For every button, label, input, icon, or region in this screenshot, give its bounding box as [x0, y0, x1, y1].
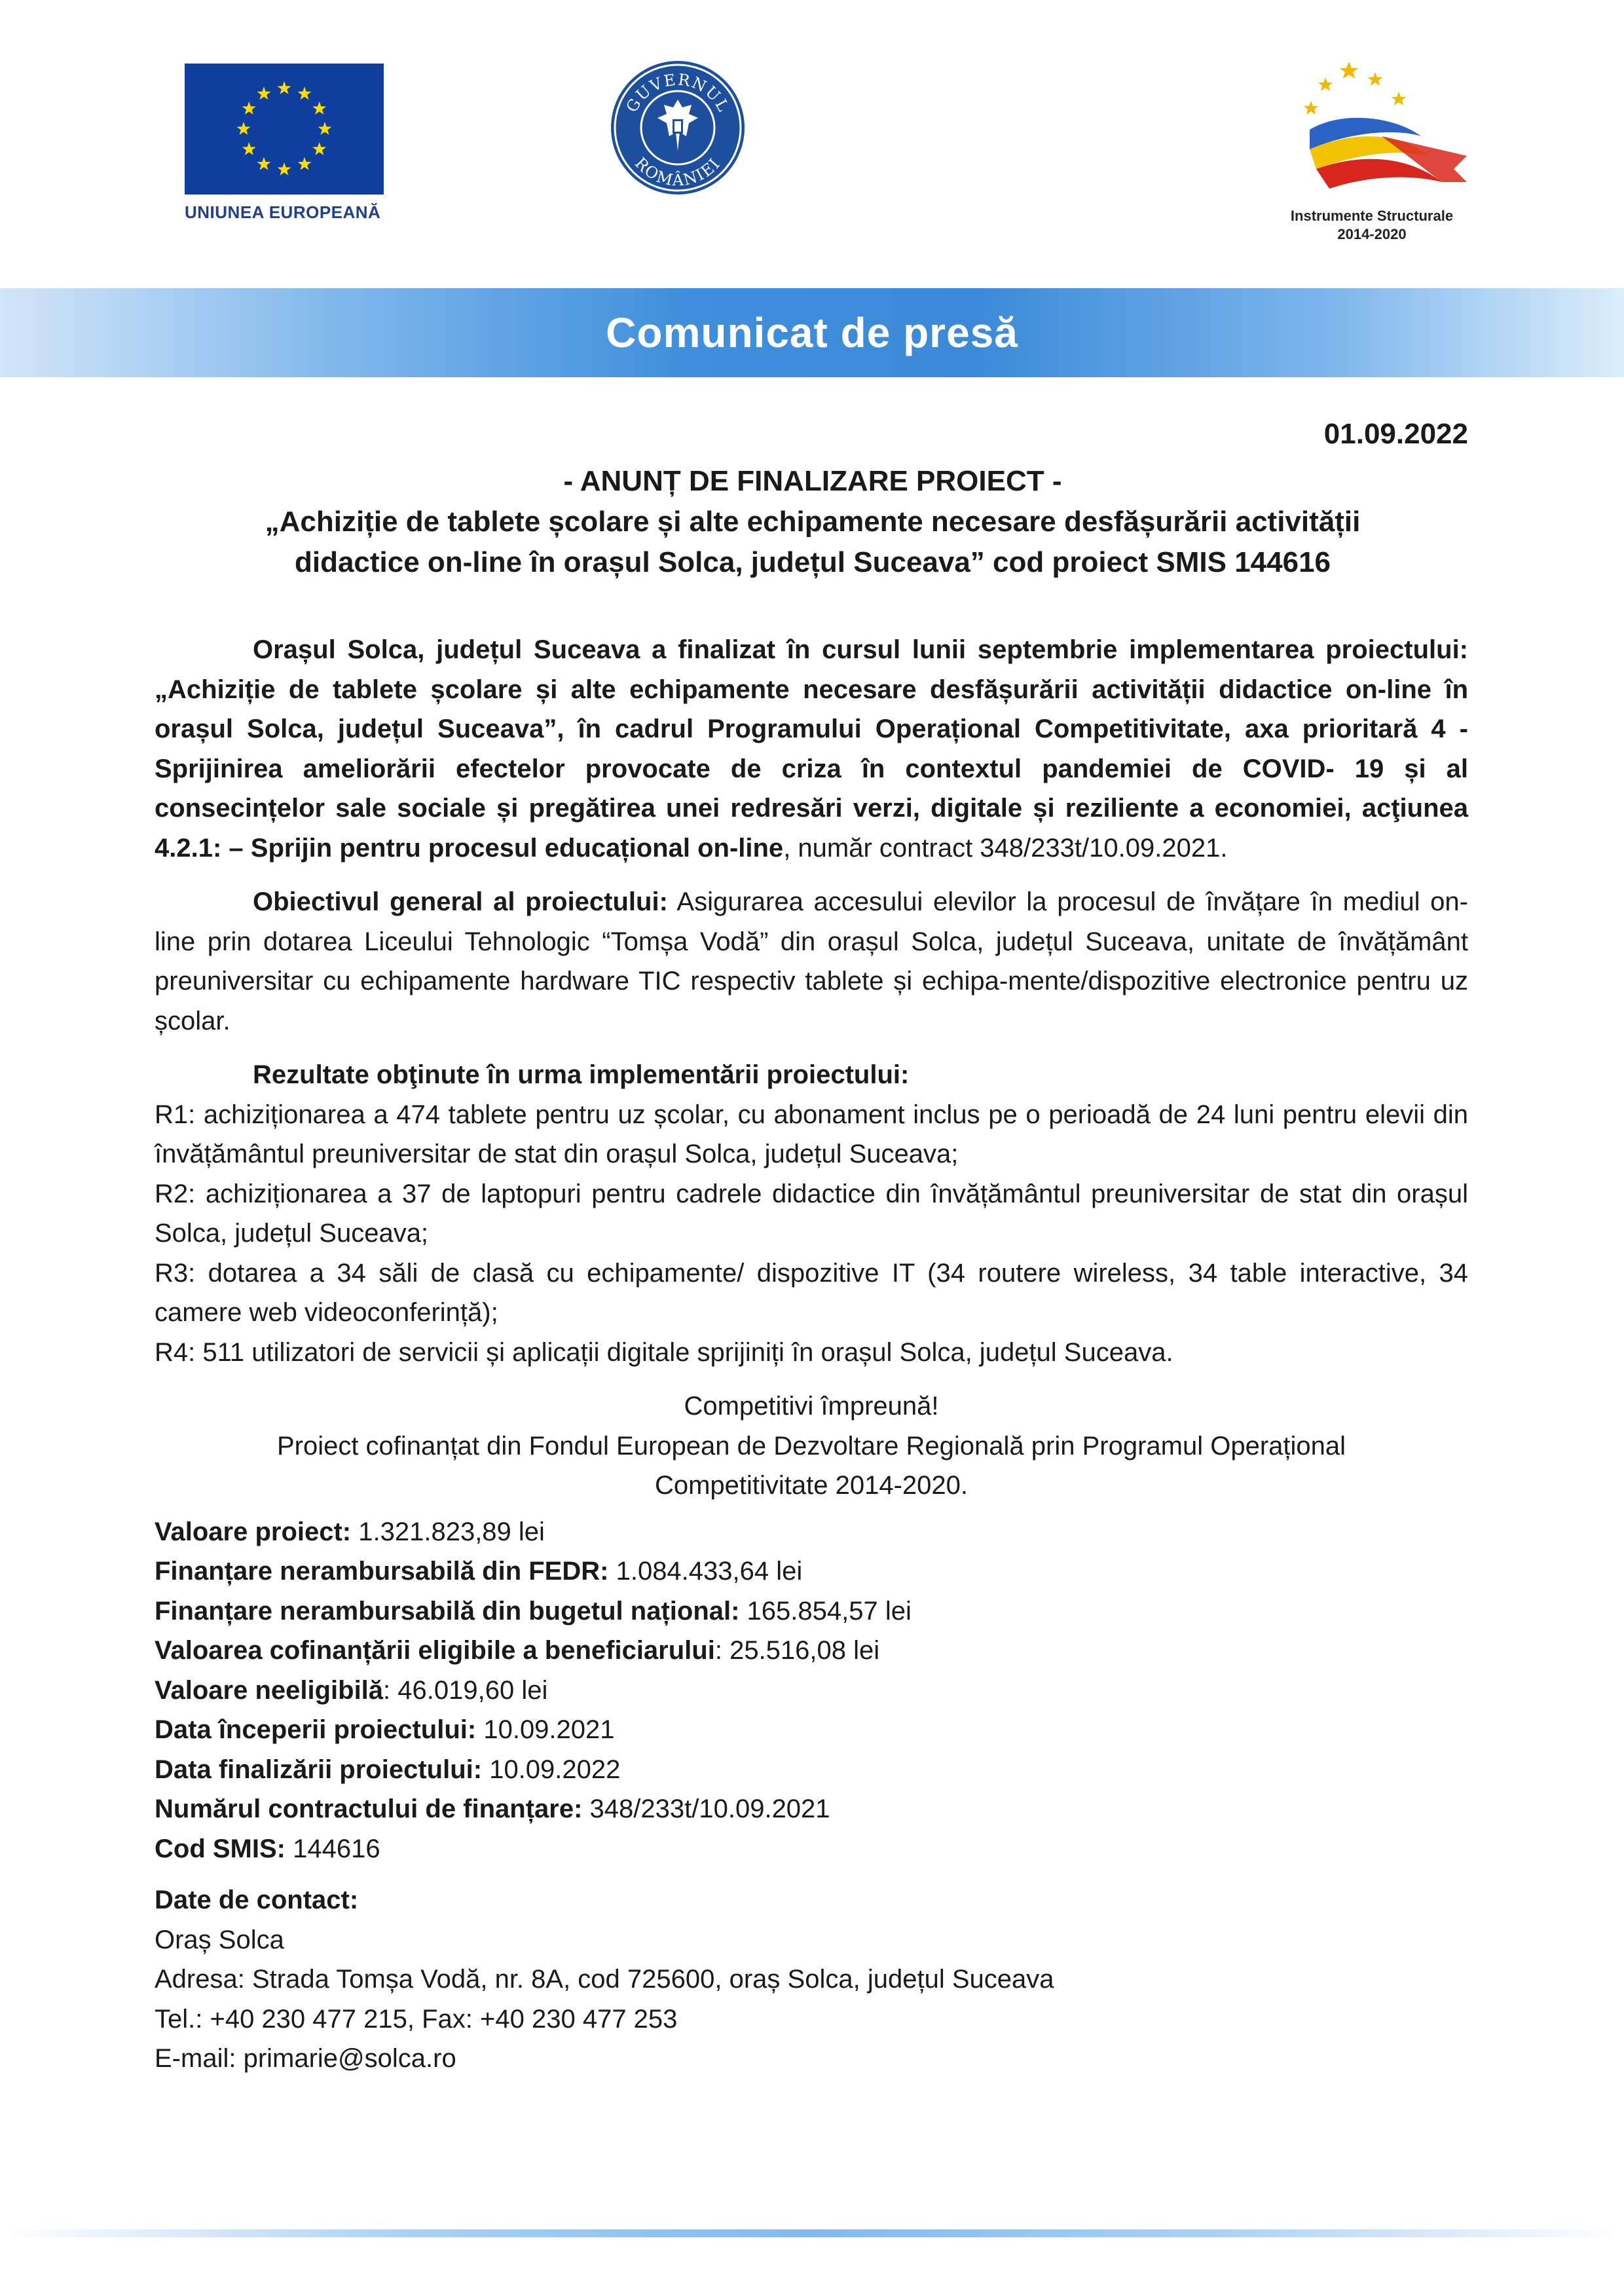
closing-cofinancing: Proiect cofinanțat din Fondul European de Dezvoltare Regională prin Programul Operațional: [276, 1431, 1346, 1461]
contact-heading: Date de contact:: [155, 1886, 359, 1914]
gov-text-top: GUVERNUL: [622, 70, 733, 116]
is-caption-line2: 2014-2020: [1337, 226, 1407, 242]
detail-label: Valoarea cofinanțării eligibile a beneficiarului: [155, 1636, 715, 1665]
intro-bold-text: Orașul Solca, județul Suceava a finalizat în cursul lunii septembrie implementarea proiectului: „Achiziție de tablete școlare și alte echipamente necesare desfășurării activității didactice on-line în orașul Solca, județul Suceava”, în cadrul Programului Operațional Competitivitate, axa prioritară 4 - Sprijinirea ameliorării efectelor provocate de criza în contextul pandemiei de COVID- 19 și al consecințelor sale sociale și pregătirea unei redresări verzi, digitale și reziliente a economiei, acţiunea 4.2.1: – Sprijin pentru procesul educațional on-line: [155, 635, 1468, 863]
detail-fedr-funding: [155, 1552, 1468, 1591]
detail-label: Finanțare nerambursabilă din FEDR:: [155, 1557, 609, 1586]
objective-label: Obiectivul general al proiectului:: [253, 887, 668, 916]
eu-star-icon: [242, 142, 256, 155]
closing-program: Competitivitate 2014-2020.: [654, 1471, 969, 1500]
project-details: [155, 1512, 1468, 1869]
is-caption-line1: Instrumente Structurale: [1290, 208, 1454, 224]
detail-beneficiary-cofinancing: [155, 1631, 1468, 1671]
structural-instruments-icon: [1270, 58, 1473, 202]
eu-star-icon: [298, 157, 312, 170]
detail-label: Numărul contractului de finanțare:: [155, 1795, 583, 1823]
intro-paragraph: [155, 630, 1468, 868]
contact-address: Adresa: Strada Tomșa Vodă, nr. 8A, cod 725600, oraș Solca, județul Suceava: [155, 1965, 1054, 1994]
results-heading: Rezultate obţinute în urma implementării proiectului:: [253, 1060, 910, 1089]
intro-contract-text: , număr contract 348/233t/10.09.2021.: [783, 833, 1228, 863]
result-item-r2: R2: achiziționarea a 37 de laptopuri pentru cadrele didactice din învățământul preuniversitar de stat din orașul Solca, județul Suceava;: [155, 1179, 1468, 1248]
detail-value: 348/233t/10.09.2021: [582, 1795, 830, 1823]
romanian-government-logo: [609, 59, 747, 196]
eu-caption: UNIUNEA EUROPEANĂ: [185, 202, 381, 222]
eu-star-icon: [237, 122, 251, 135]
release-date: 01.09.2022: [1323, 418, 1468, 450]
detail-value: : 46.019,60 lei: [383, 1675, 548, 1705]
detail-value: 165.854,57 lei: [739, 1596, 912, 1626]
detail-value: 10.09.2021: [476, 1715, 615, 1744]
result-item-r3: R3: dotarea a 34 săli de clasă cu echipamente/ dispozitive IT (34 routere wireless, 34 table interactive, 34 camere web videoconferință);: [155, 1258, 1468, 1327]
detail-label: Valoare neeligibilă: [155, 1675, 384, 1705]
contact-phone: Tel.: +40 230 477 215, Fax: +40 230 477 253: [155, 2004, 678, 2034]
eu-star-icon: [278, 81, 291, 94]
detail-value: 10.09.2022: [482, 1755, 621, 1784]
objective-text: Asigurarea accesului elevilor la procesul de învățare în mediul on-line prin dotarea Liceului Tehnologic “Tomșa Vodă” din orașul Solca, județul Suceava, unitate de învățământ preuniversitar cu echipamente hardware TIC respectiv tablete și echipa-mente/dispozitive electronice pentru uz școlar.: [155, 887, 1468, 1035]
eu-logo: [185, 64, 384, 223]
eu-star-icon: [242, 102, 256, 115]
detail-label: Finanțare nerambursabilă din bugetul național:: [155, 1596, 740, 1626]
banner-title: Comunicat de presă: [606, 309, 1018, 356]
detail-ineligible-value: [155, 1671, 1468, 1711]
detail-project-value: [155, 1512, 1468, 1552]
eu-star-icon: [312, 102, 326, 115]
detail-label: Data finalizării proiectului:: [155, 1755, 483, 1784]
detail-end-date: [155, 1750, 1468, 1790]
closing-block: [155, 1386, 1468, 1506]
detail-contract-number: [155, 1789, 1468, 1829]
detail-value: 1.084.433,64 lei: [608, 1557, 803, 1586]
eu-star-icon: [278, 162, 291, 176]
result-item-r1: R1: achiziționarea a 474 tablete pentru uz școlar, cu abonament inclus pe o perioadă de 24 luni pentru elevii din învățământul preuniversitar de stat din orașul Solca, județul Suceava;: [155, 1100, 1468, 1168]
contact-email[interactable]: E-mail: primarie@solca.ro: [155, 2044, 456, 2073]
press-release-banner: [0, 288, 1624, 377]
detail-label: Cod SMIS:: [155, 1834, 286, 1863]
contact-block: [155, 1880, 1468, 2079]
closing-slogan: Competitivi împreună!: [684, 1392, 939, 1421]
detail-start-date: [155, 1710, 1468, 1750]
eu-star-icon: [298, 86, 312, 100]
eu-star-icon: [318, 122, 332, 135]
detail-smis-code: [155, 1829, 1468, 1869]
eu-star-icon: [257, 86, 271, 100]
eu-star-icon: [312, 142, 326, 155]
detail-value: 144616: [285, 1834, 380, 1863]
objective-paragraph: [155, 882, 1468, 1041]
structural-instruments-caption: [1270, 207, 1473, 244]
gov-text-bottom: ROMÂNIEI: [631, 154, 724, 190]
result-item-r4: R4: 511 utilizatori de servicii și aplicații digitale sprijiniți în orașul Solca, județul Suceava.: [155, 1337, 1173, 1367]
structural-instruments-logo: [1270, 58, 1473, 248]
bottom-divider: [0, 2229, 1624, 2237]
detail-value: : 25.516,08 lei: [714, 1636, 880, 1665]
eu-flag-icon: [185, 64, 384, 195]
detail-national-funding: [155, 1591, 1468, 1631]
detail-value: 1.321.823,89 lei: [351, 1517, 545, 1546]
detail-label: Valoare proiect:: [155, 1517, 352, 1546]
eu-star-icon: [257, 157, 271, 170]
announcement-heading: - ANUNȚ DE FINALIZARE PROIECT -: [563, 465, 1062, 497]
detail-label: Data începerii proiectului:: [155, 1715, 477, 1744]
contact-name: Oraș Solca: [155, 1925, 284, 1954]
project-title-line1: „Achiziție de tablete școlare și alte echipamente necesare desfășurării activității: [265, 506, 1361, 538]
project-title-line2: didactice on-line în orașul Solca, județul Suceava” cod proiect SMIS 144616: [294, 546, 1331, 578]
title-block: [155, 461, 1471, 583]
document-body: [155, 630, 1468, 2079]
